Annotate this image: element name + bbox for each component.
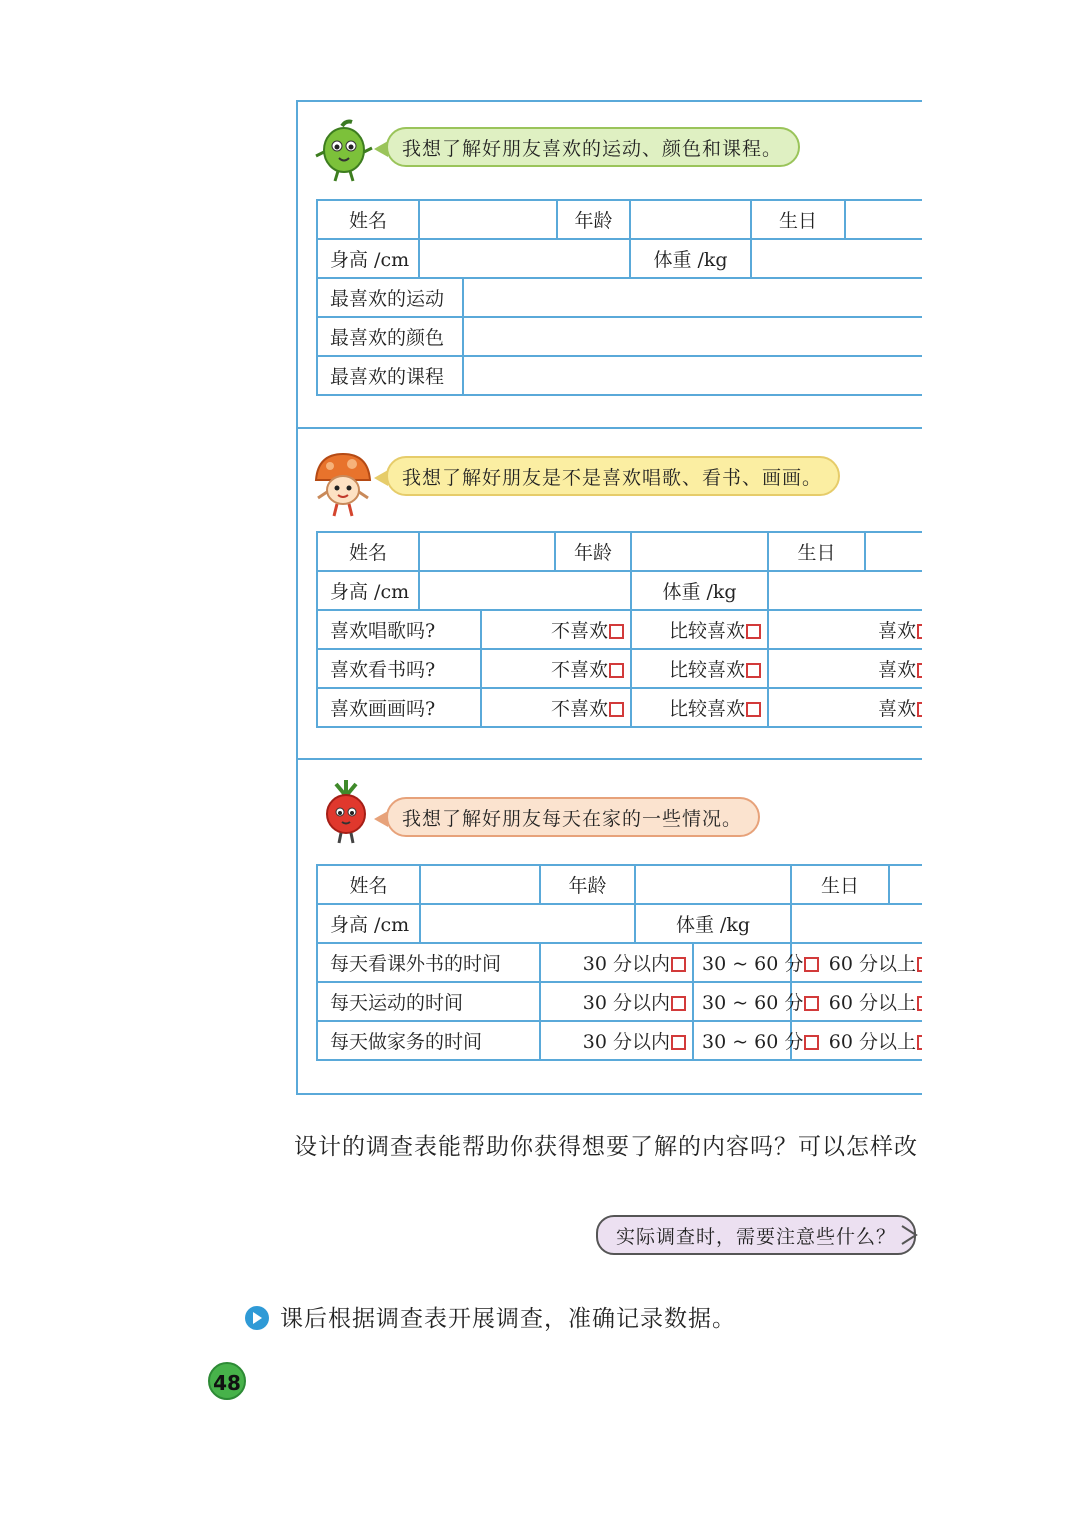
option-label: 比较喜欢 (668, 620, 745, 642)
checkbox[interactable] (671, 1035, 686, 1050)
question-label: 喜欢唱歌吗? (317, 610, 481, 649)
page-number: 48 (208, 1362, 246, 1400)
weight-field[interactable] (751, 239, 939, 278)
option-like[interactable] (768, 649, 939, 688)
name-label: 姓名 (317, 865, 420, 904)
age-field[interactable] (631, 532, 768, 571)
name-field[interactable] (419, 200, 557, 239)
option-label: 喜欢 (877, 698, 916, 720)
checkbox[interactable] (746, 663, 761, 678)
birthday-label: 生日 (768, 532, 865, 571)
option-label: 30 分以内 (582, 992, 670, 1014)
age-label: 年龄 (540, 865, 635, 904)
survey-table-1 (316, 199, 940, 396)
row-label: 最喜欢的课程 (317, 356, 463, 395)
option-label: 比较喜欢 (668, 698, 745, 720)
weight-field[interactable] (768, 571, 939, 610)
bubble-tail (374, 470, 388, 486)
speech-bubble (386, 456, 840, 496)
option-label: 不喜欢 (550, 659, 608, 681)
name-field[interactable] (420, 865, 540, 904)
survey-table-3 (316, 864, 940, 1061)
option-30-60[interactable] (693, 1021, 804, 1060)
speech-bubble (386, 127, 800, 167)
option-somewhat-like[interactable] (631, 688, 768, 727)
reflection-question: 设计的调查表能帮助你获得想要了解的内容吗？可以怎样改 (294, 1134, 918, 1160)
table-row (317, 688, 939, 727)
question-label: 每天做家务的时间 (317, 1021, 540, 1060)
option-somewhat-like[interactable] (631, 649, 768, 688)
play-arrow-icon (244, 1305, 270, 1331)
option-label: 30 ~ 60 分 (702, 953, 804, 975)
survey-table-2 (316, 531, 940, 728)
answer-field[interactable] (463, 317, 939, 356)
answer-field[interactable] (463, 278, 939, 317)
table-row (317, 200, 939, 239)
checkbox[interactable] (609, 702, 624, 717)
checkbox[interactable] (746, 624, 761, 639)
option-dislike[interactable] (481, 688, 631, 727)
mushroom-mascot-icon (310, 450, 376, 520)
height-label: 身高 /cm (317, 571, 419, 610)
table-row (317, 610, 939, 649)
note-text: 实际调查时，需要注意些什么？ (616, 1226, 897, 1248)
height-field[interactable] (419, 571, 631, 610)
bubble-tail (374, 811, 388, 827)
option-under-30[interactable] (540, 982, 693, 1021)
table-row (317, 571, 939, 610)
checkbox[interactable] (609, 624, 624, 639)
age-label: 年龄 (557, 200, 630, 239)
option-label: 喜欢 (877, 620, 916, 642)
table-row (317, 943, 939, 982)
checkbox[interactable] (609, 663, 624, 678)
age-label: 年龄 (555, 532, 631, 571)
option-30-60[interactable] (693, 982, 804, 1021)
note-tail-icon (902, 1222, 920, 1248)
weight-label: 体重 /kg (631, 571, 768, 610)
section-divider (298, 758, 922, 760)
checkbox[interactable] (671, 996, 686, 1011)
table-row (317, 532, 939, 571)
age-field[interactable] (635, 865, 791, 904)
answer-field[interactable] (463, 356, 939, 395)
option-dislike[interactable] (481, 610, 631, 649)
green-pepper-mascot-icon (312, 118, 376, 184)
table-row (317, 904, 939, 943)
option-label: 喜欢 (877, 659, 916, 681)
table-row (317, 356, 939, 395)
option-dislike[interactable] (481, 649, 631, 688)
option-label: 不喜欢 (550, 620, 608, 642)
option-30-60[interactable] (693, 943, 804, 982)
option-under-30[interactable] (540, 1021, 693, 1060)
checkbox[interactable] (804, 957, 819, 972)
age-field[interactable] (630, 200, 751, 239)
checkbox[interactable] (804, 996, 819, 1011)
option-label: 30 分以内 (582, 953, 670, 975)
weight-label: 体重 /kg (635, 904, 791, 943)
table-row (317, 317, 939, 356)
table-row (317, 278, 939, 317)
option-label: 30 ~ 60 分 (702, 992, 804, 1014)
name-label: 姓名 (317, 200, 419, 239)
option-like[interactable] (768, 610, 939, 649)
table-row (317, 649, 939, 688)
weight-label: 体重 /kg (630, 239, 751, 278)
option-label: 60 分以上 (828, 953, 916, 975)
birthday-label: 生日 (751, 200, 845, 239)
question-label: 喜欢看书吗? (317, 649, 481, 688)
page-right-margin (922, 90, 1080, 1170)
table-row (317, 865, 939, 904)
row-label: 最喜欢的运动 (317, 278, 463, 317)
bubble-text: 我想了解好朋友是不是喜欢唱歌、看书、画画。 (402, 467, 823, 489)
table-row (317, 982, 939, 1021)
speech-bubble (386, 797, 760, 837)
bubble-text: 我想了解好朋友喜欢的运动、颜色和课程。 (402, 138, 783, 160)
height-field[interactable] (420, 904, 635, 943)
task-instruction: 课后根据调查表开展调查，准确记录数据。 (280, 1306, 736, 1332)
checkbox[interactable] (804, 1035, 819, 1050)
question-label: 每天看课外书的时间 (317, 943, 540, 982)
option-label: 30 分以内 (582, 1031, 670, 1053)
checkbox[interactable] (671, 957, 686, 972)
row-label: 最喜欢的颜色 (317, 317, 463, 356)
option-label: 30 ~ 60 分 (702, 1031, 804, 1053)
table-row (317, 239, 939, 278)
option-label: 比较喜欢 (668, 659, 745, 681)
option-somewhat-like[interactable] (631, 610, 768, 649)
height-label: 身高 /cm (317, 904, 420, 943)
option-under-30[interactable] (540, 943, 693, 982)
bubble-tail (374, 141, 388, 157)
bubble-text: 我想了解好朋友每天在家的一些情况。 (402, 808, 743, 830)
note-bubble (596, 1215, 916, 1255)
height-label: 身高 /cm (317, 239, 419, 278)
option-label: 不喜欢 (550, 698, 608, 720)
option-label: 60 分以上 (828, 1031, 916, 1053)
section-divider (298, 427, 922, 429)
question-label: 每天运动的时间 (317, 982, 540, 1021)
option-like[interactable] (768, 688, 939, 727)
option-label: 60 分以上 (828, 992, 916, 1014)
birthday-label: 生日 (791, 865, 889, 904)
height-field[interactable] (419, 239, 630, 278)
table-row (317, 1021, 939, 1060)
name-label: 姓名 (317, 532, 419, 571)
tomato-mascot-icon (318, 778, 374, 848)
name-field[interactable] (419, 532, 555, 571)
weight-field[interactable] (791, 904, 939, 943)
checkbox[interactable] (746, 702, 761, 717)
question-label: 喜欢画画吗? (317, 688, 481, 727)
